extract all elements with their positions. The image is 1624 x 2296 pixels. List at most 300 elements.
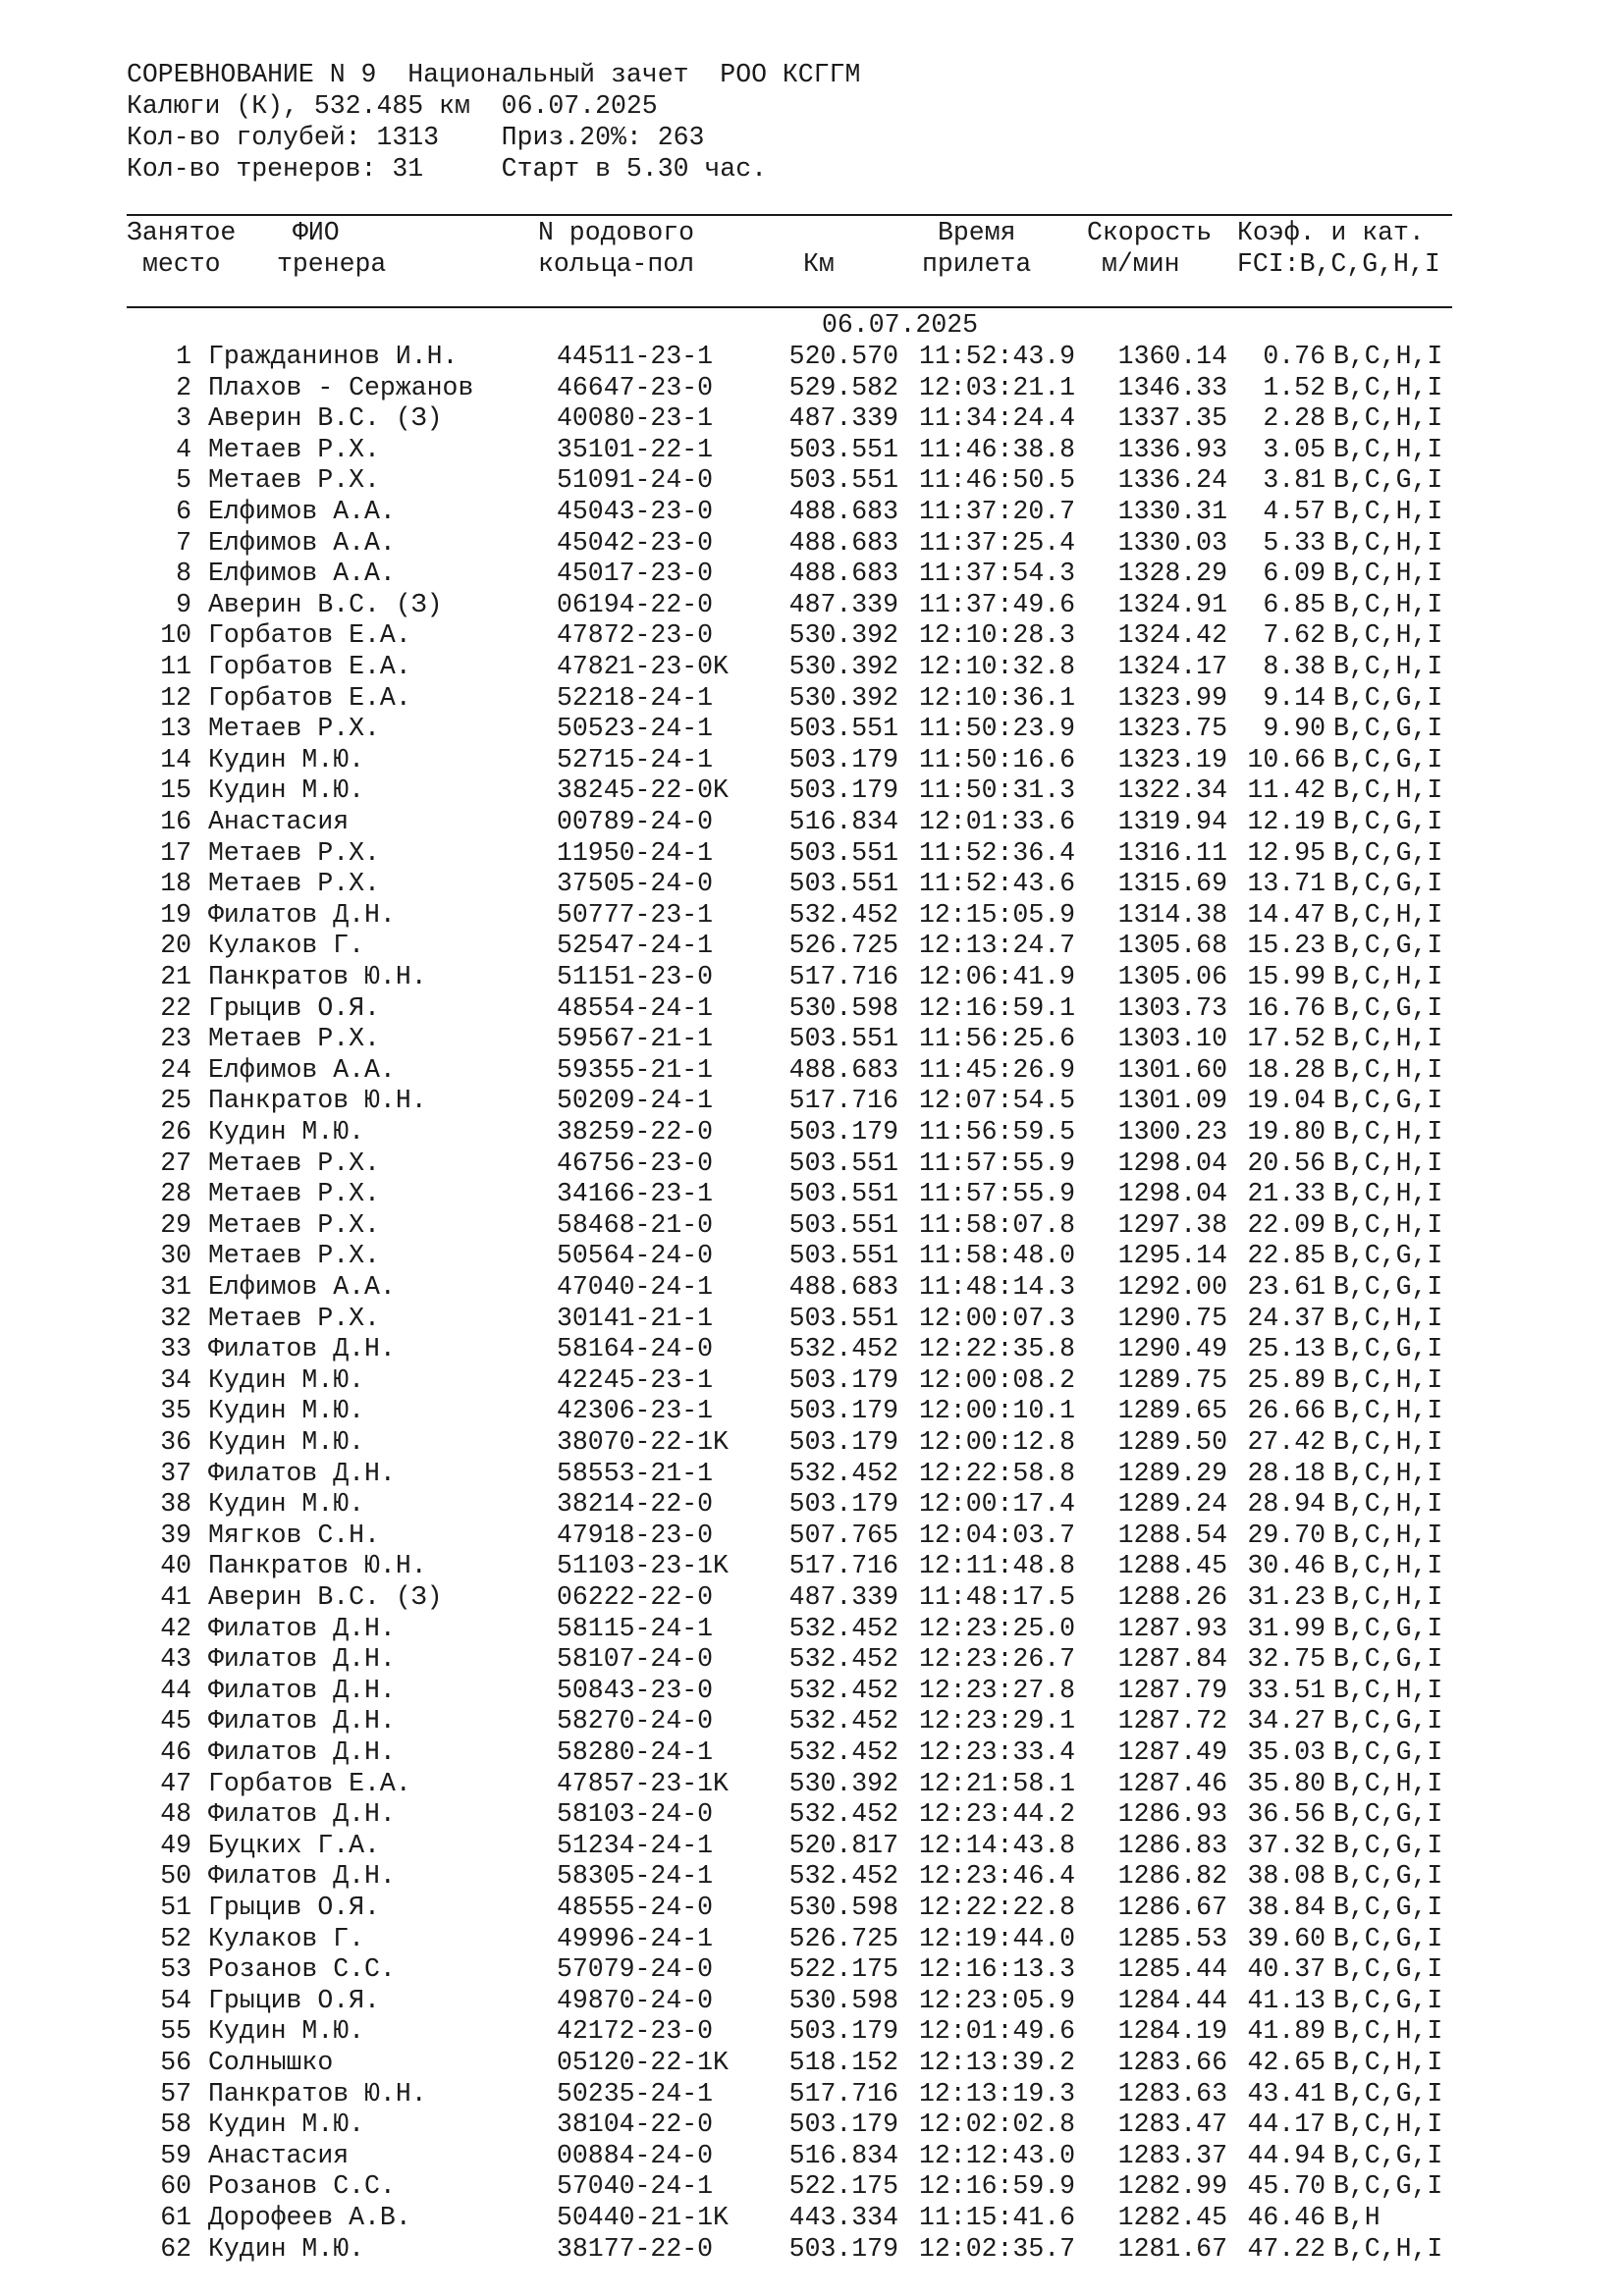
place-cell: 28 [160,1179,191,1209]
ring-cell: 38070-22-1K [557,1427,729,1457]
coef-cell: 9.14 [1263,682,1326,713]
place-cell: 38 [160,1489,191,1520]
coef-cell: 3.05 [1263,434,1326,464]
place-cell: 43 [160,1644,191,1675]
fci-category-cell: B,C,H,I [1333,1489,1443,1520]
place-cell: 61 [160,2203,191,2232]
coef-cell: 17.52 [1247,1024,1326,1054]
coef-cell: 31.23 [1247,1582,1326,1612]
coef-cell: 37.32 [1247,1830,1326,1860]
arrival-time-cell: 12:16:59.9 [919,2171,1076,2202]
km-cell: 503.179 [788,775,898,806]
trainer-cell: Аверин В.С. (З) [208,403,443,434]
arrival-time-cell: 12:00:07.3 [919,1303,1076,1333]
ring-cell: 57040-24-1 [557,2171,714,2202]
arrival-time-cell: 12:23:25.0 [919,1613,1076,1643]
km-cell: 526.725 [788,1923,898,1953]
arrival-time-cell: 12:00:12.8 [919,1427,1076,1457]
place-cell: 27 [160,1148,191,1178]
arrival-time-cell: 12:23:29.1 [919,1706,1076,1736]
km-cell: 503.179 [788,744,898,774]
speed-cell: 1288.26 [1117,1582,1227,1612]
place-cell: 45 [160,1706,191,1736]
arrival-time-cell: 11:56:59.5 [919,1117,1076,1147]
arrival-time-cell: 12:02:35.7 [919,2233,1076,2264]
coef-cell: 19.04 [1247,1086,1326,1116]
fci-category-cell: B,C,H,I [1333,372,1443,402]
place-cell: 11 [160,652,191,681]
trainer-cell: Метаев Р.Х. [208,434,380,464]
coef-cell: 46.46 [1247,2203,1326,2232]
speed-cell: 1289.50 [1117,1427,1227,1457]
km-cell: 532.452 [788,1458,898,1488]
coef-cell: 22.85 [1247,1241,1326,1271]
fci-category-cell: B,C,G,I [1333,1086,1443,1116]
fci-category-cell: B,C,G,I [1333,1861,1443,1892]
fci-category-cell: B,C,H,I [1333,775,1443,806]
trainer-cell: Кудин М.Ю. [208,2016,365,2047]
km-cell: 530.392 [788,1768,898,1798]
km-cell: 503.551 [788,837,898,868]
ring-cell: 50843-23-0 [557,1675,714,1705]
km-cell: 503.551 [788,434,898,464]
arrival-time-cell: 12:01:33.6 [919,807,1076,836]
coef-cell: 42.65 [1247,2048,1326,2077]
speed-cell: 1290.49 [1117,1334,1227,1364]
trainer-cell: Метаев Р.Х. [208,1241,380,1271]
place-cell: 35 [160,1396,191,1426]
speed-cell: 1328.29 [1117,559,1227,589]
trainer-cell: Елфимов А.А. [208,1054,396,1085]
ring-cell: 52715-24-1 [557,744,714,774]
trainer-cell: Грыцив О.Я. [208,1893,380,1922]
km-cell: 488.683 [788,1272,898,1302]
speed-cell: 1289.29 [1117,1458,1227,1488]
fci-category-cell: B,C,H,I [1333,434,1443,464]
fci-category-cell: B,C,H,I [1333,620,1443,651]
coef-cell: 6.85 [1263,589,1326,619]
speed-cell: 1360.14 [1117,342,1227,371]
ring-cell: 48554-24-1 [557,992,714,1023]
km-cell: 530.392 [788,620,898,651]
km-cell: 517.716 [788,2078,898,2109]
fci-category-cell: B,C,H,I [1333,1582,1443,1612]
ring-cell: 38214-22-0 [557,1489,714,1520]
place-cell: 51 [160,1893,191,1922]
arrival-time-cell: 11:58:07.8 [919,1209,1076,1240]
km-cell: 503.179 [788,1489,898,1520]
coef-cell: 27.42 [1247,1427,1326,1457]
fci-category-cell: B,C,G,I [1333,837,1443,868]
place-cell: 33 [160,1334,191,1364]
km-cell: 488.683 [788,527,898,558]
place-cell: 7 [176,527,191,558]
ring-cell: 50440-21-1K [557,2203,729,2232]
km-cell: 503.551 [788,1148,898,1178]
km-cell: 503.551 [788,1179,898,1209]
coef-cell: 12.19 [1247,807,1326,836]
fci-category-cell: B,C,H,I [1333,899,1443,930]
fci-category-cell: B,C,H,I [1333,1675,1443,1705]
arrival-time-cell: 11:52:43.6 [919,869,1076,899]
ring-cell: 38245-22-0K [557,775,729,806]
arrival-time-cell: 12:13:19.3 [919,2078,1076,2109]
ring-cell: 45042-23-0 [557,527,714,558]
coef-cell: 47.22 [1247,2233,1326,2264]
coef-cell: 10.66 [1247,744,1326,774]
fci-category-cell: B,C,H,I [1333,403,1443,434]
speed-cell: 1282.99 [1117,2171,1227,2202]
arrival-time-cell: 11:58:48.0 [919,1241,1076,1271]
arrival-time-cell: 12:06:41.9 [919,962,1076,991]
speed-cell: 1287.93 [1117,1613,1227,1643]
fci-category-cell: B,C,G,I [1333,807,1443,836]
coef-cell: 5.33 [1263,527,1326,558]
arrival-time-cell: 12:13:39.2 [919,2048,1076,2077]
ring-cell: 58280-24-1 [557,1737,714,1767]
speed-cell: 1336.93 [1117,434,1227,464]
fci-category-cell: B,C,G,I [1333,1954,1443,1985]
km-cell: 503.179 [788,2109,898,2140]
speed-cell: 1319.94 [1117,807,1227,836]
place-cell: 44 [160,1675,191,1705]
trainer-cell: Плахов - Сержанов [208,372,474,402]
place-cell: 32 [160,1303,191,1333]
speed-cell: 1287.79 [1117,1675,1227,1705]
coef-cell: 38.08 [1247,1861,1326,1892]
place-cell: 34 [160,1364,191,1395]
coef-cell: 29.70 [1247,1520,1326,1550]
ring-cell: 45017-23-0 [557,559,714,589]
coef-cell: 14.47 [1247,899,1326,930]
ring-cell: 47040-24-1 [557,1272,714,1302]
coef-cell: 20.56 [1247,1148,1326,1178]
speed-cell: 1322.34 [1117,775,1227,806]
arrival-time-cell: 11:57:55.9 [919,1179,1076,1209]
km-cell: 443.334 [788,2203,898,2232]
arrival-time-cell: 12:04:03.7 [919,1520,1076,1550]
ring-cell: 49870-24-0 [557,1985,714,2015]
fci-category-cell: B,C,H,I [1333,1303,1443,1333]
ring-cell: 58553-21-1 [557,1458,714,1488]
arrival-time-cell: 12:12:43.0 [919,2140,1076,2170]
km-cell: 503.551 [788,1241,898,1271]
arrival-time-cell: 12:02:02.8 [919,2109,1076,2140]
place-cell: 24 [160,1054,191,1085]
km-cell: 516.834 [788,807,898,836]
coef-cell: 1.52 [1263,372,1326,402]
coef-cell: 11.42 [1247,775,1326,806]
arrival-time-cell: 11:57:55.9 [919,1148,1076,1178]
ring-cell: 46756-23-0 [557,1148,714,1178]
fci-category-cell: B,C,H,I [1333,1364,1443,1395]
fci-category-cell: B,C,G,I [1333,992,1443,1023]
coef-cell: 35.03 [1247,1737,1326,1767]
trainer-cell: Кудин М.Ю. [208,775,365,806]
speed-cell: 1324.91 [1117,589,1227,619]
km-cell: 530.598 [788,992,898,1023]
speed-cell: 1290.75 [1117,1303,1227,1333]
speed-cell: 1283.66 [1117,2048,1227,2077]
place-cell: 8 [176,559,191,589]
fci-category-cell: B,C,H,I [1333,1024,1443,1054]
trainer-cell: Розанов С.С. [208,2171,396,2202]
trainer-cell: Елфимов А.А. [208,527,396,558]
km-cell: 532.452 [788,1613,898,1643]
speed-cell: 1301.60 [1117,1054,1227,1085]
ring-cell: 45043-23-0 [557,497,714,526]
trainer-cell: Кудин М.Ю. [208,2233,365,2264]
arrival-time-cell: 12:10:36.1 [919,682,1076,713]
arrival-time-cell: 11:46:38.8 [919,434,1076,464]
km-cell: 522.175 [788,2171,898,2202]
coef-cell: 28.18 [1247,1458,1326,1488]
coef-cell: 16.76 [1247,992,1326,1023]
km-cell: 522.175 [788,1954,898,1985]
km-cell: 503.551 [788,714,898,744]
place-cell: 17 [160,837,191,868]
arrival-time-cell: 12:00:08.2 [919,1364,1076,1395]
speed-cell: 1285.53 [1117,1923,1227,1953]
speed-cell: 1287.49 [1117,1737,1227,1767]
fci-category-cell: B,C,H,I [1333,342,1443,371]
arrival-time-cell: 11:56:25.6 [919,1024,1076,1054]
place-cell: 48 [160,1799,191,1830]
fci-category-cell: B,C,H,I [1333,1209,1443,1240]
speed-cell: 1323.75 [1117,714,1227,744]
speed-cell: 1346.33 [1117,372,1227,402]
place-cell: 53 [160,1954,191,1985]
ring-cell: 00884-24-0 [557,2140,714,2170]
place-cell: 31 [160,1272,191,1302]
coef-cell: 44.17 [1247,2109,1326,2140]
fci-category-cell: B,C,G,I [1333,1830,1443,1860]
km-cell: 520.570 [788,342,898,371]
trainer-cell: Кудин М.Ю. [208,1396,365,1426]
speed-cell: 1283.37 [1117,2140,1227,2170]
km-cell: 532.452 [788,1334,898,1364]
km-cell: 488.683 [788,559,898,589]
coef-cell: 6.09 [1263,559,1326,589]
place-cell: 23 [160,1024,191,1054]
coef-cell: 3.81 [1263,465,1326,496]
coef-cell: 39.60 [1247,1923,1326,1953]
ring-cell: 38104-22-0 [557,2109,714,2140]
fci-category-cell: B,C,G,I [1333,1706,1443,1736]
fci-category-cell: B,C,H,I [1333,1179,1443,1209]
fci-category-cell: B,C,H,I [1333,2109,1443,2140]
ring-cell: 58305-24-1 [557,1861,714,1892]
ring-cell: 50523-24-1 [557,714,714,744]
ring-cell: 52547-24-1 [557,931,714,961]
place-cell: 50 [160,1861,191,1892]
place-cell: 1 [176,342,191,371]
trainer-cell: Елфимов А.А. [208,497,396,526]
ring-cell: 49996-24-1 [557,1923,714,1953]
fci-category-cell: B,H [1333,2203,1380,2232]
speed-cell: 1282.45 [1117,2203,1227,2232]
arrival-time-cell: 12:15:05.9 [919,899,1076,930]
speed-cell: 1288.54 [1117,1520,1227,1550]
fci-category-cell: B,C,H,I [1333,497,1443,526]
place-cell: 21 [160,962,191,991]
trainer-cell: Филатов Д.Н. [208,1675,396,1705]
speed-cell: 1336.24 [1117,465,1227,496]
place-cell: 6 [176,497,191,526]
fci-category-cell: B,C,G,I [1333,2171,1443,2202]
km-cell: 503.179 [788,2016,898,2047]
km-cell: 503.551 [788,1024,898,1054]
coef-cell: 45.70 [1247,2171,1326,2202]
trainer-cell: Дорофеев А.В. [208,2203,411,2232]
place-cell: 16 [160,807,191,836]
place-cell: 55 [160,2016,191,2047]
arrival-time-cell: 12:00:10.1 [919,1396,1076,1426]
arrival-time-cell: 11:48:17.5 [919,1582,1076,1612]
km-cell: 532.452 [788,1706,898,1736]
coef-cell: 36.56 [1247,1799,1326,1830]
coef-cell: 32.75 [1247,1644,1326,1675]
arrival-time-cell: 12:14:43.8 [919,1830,1076,1860]
place-cell: 54 [160,1985,191,2015]
place-cell: 13 [160,714,191,744]
fci-category-cell: B,C,G,I [1333,931,1443,961]
coef-cell: 28.94 [1247,1489,1326,1520]
km-cell: 503.179 [788,2233,898,2264]
speed-cell: 1287.72 [1117,1706,1227,1736]
arrival-time-cell: 12:23:46.4 [919,1861,1076,1892]
trainer-cell: Метаев Р.Х. [208,1209,380,1240]
speed-cell: 1289.24 [1117,1489,1227,1520]
fci-category-cell: B,C,G,I [1333,714,1443,744]
trainer-cell: Филатов Д.Н. [208,1644,396,1675]
table-header-rule [127,306,1452,308]
trainer-cell: Елфимов А.А. [208,1272,396,1302]
ring-cell: 05120-22-1K [557,2048,729,2077]
fci-category-cell: B,C,G,I [1333,465,1443,496]
speed-cell: 1330.31 [1117,497,1227,526]
trainer-cell: Розанов С.С. [208,1954,396,1985]
speed-cell: 1284.19 [1117,2016,1227,2047]
arrival-time-cell: 12:03:21.1 [919,372,1076,402]
coef-cell: 4.57 [1263,497,1326,526]
ring-cell: 35101-22-1 [557,434,714,464]
km-cell: 530.392 [788,652,898,681]
trainer-cell: Метаев Р.Х. [208,1024,380,1054]
speed-cell: 1281.67 [1117,2233,1227,2264]
trainer-cell: Филатов Д.Н. [208,1613,396,1643]
fci-category-cell: B,C,G,I [1333,1334,1443,1364]
fci-category-cell: B,C,G,I [1333,682,1443,713]
speed-cell: 1295.14 [1117,1241,1227,1271]
fci-category-cell: B,C,G,I [1333,1613,1443,1643]
trainer-cell: Кулаков Г. [208,931,365,961]
speed-cell: 1314.38 [1117,899,1227,930]
km-cell: 503.179 [788,1427,898,1457]
ring-cell: 50235-24-1 [557,2078,714,2109]
trainer-cell: Солнышко [208,2048,334,2077]
speed-cell: 1286.93 [1117,1799,1227,1830]
arrival-time-cell: 12:10:28.3 [919,620,1076,651]
ring-cell: 47857-23-1K [557,1768,729,1798]
coef-cell: 9.90 [1263,714,1326,744]
coef-cell: 43.41 [1247,2078,1326,2109]
fci-category-cell: B,C,G,I [1333,1272,1443,1302]
ring-cell: 48555-24-0 [557,1893,714,1922]
ring-cell: 50564-24-0 [557,1241,714,1271]
table-top-rule [127,214,1452,216]
ring-cell: 11950-24-1 [557,837,714,868]
arrival-time-cell: 11:50:16.6 [919,744,1076,774]
speed-cell: 1323.99 [1117,682,1227,713]
place-cell: 9 [176,589,191,619]
km-cell: 532.452 [788,1675,898,1705]
fci-category-cell: B,C,H,I [1333,1520,1443,1550]
trainer-cell: Буцких Г.А. [208,1830,380,1860]
coef-cell: 44.94 [1247,2140,1326,2170]
place-cell: 58 [160,2109,191,2140]
coef-cell: 18.28 [1247,1054,1326,1085]
fci-category-cell: B,C,H,I [1333,2048,1443,2077]
ring-cell: 50209-24-1 [557,1086,714,1116]
ring-cell: 42306-23-1 [557,1396,714,1426]
speed-cell: 1324.17 [1117,652,1227,681]
place-cell: 26 [160,1117,191,1147]
speed-cell: 1287.46 [1117,1768,1227,1798]
coef-cell: 31.99 [1247,1613,1326,1643]
fci-category-cell: B,C,G,I [1333,1644,1443,1675]
speed-cell: 1315.69 [1117,869,1227,899]
fci-category-cell: B,C,G,I [1333,1893,1443,1922]
fci-category-cell: B,C,G,I [1333,2140,1443,2170]
coef-cell: 24.37 [1247,1303,1326,1333]
speed-cell: 1292.00 [1117,1272,1227,1302]
fci-category-cell: B,C,H,I [1333,652,1443,681]
speed-cell: 1330.03 [1117,527,1227,558]
trainer-cell: Филатов Д.Н. [208,1737,396,1767]
coef-cell: 33.51 [1247,1675,1326,1705]
ring-cell: 38177-22-0 [557,2233,714,2264]
ring-cell: 57079-24-0 [557,1954,714,1985]
ring-cell: 00789-24-0 [557,807,714,836]
speed-cell: 1300.23 [1117,1117,1227,1147]
arrival-time-cell: 11:50:31.3 [919,775,1076,806]
place-cell: 36 [160,1427,191,1457]
place-cell: 37 [160,1458,191,1488]
fci-category-cell: B,C,G,I [1333,2078,1443,2109]
ring-cell: 58270-24-0 [557,1706,714,1736]
trainer-cell: Аверин В.С. (З) [208,589,443,619]
arrival-time-cell: 12:23:05.9 [919,1985,1076,2015]
fci-category-cell: B,C,H,I [1333,1427,1443,1457]
trainer-cell: Кулаков Г. [208,1923,365,1953]
trainer-cell: Метаев Р.Х. [208,1148,380,1178]
km-cell: 532.452 [788,899,898,930]
place-cell: 40 [160,1551,191,1581]
coef-cell: 12.95 [1247,837,1326,868]
trainer-cell: Елфимов А.А. [208,559,396,589]
place-cell: 60 [160,2171,191,2202]
speed-cell: 1298.04 [1117,1179,1227,1209]
ring-cell: 59355-21-1 [557,1054,714,1085]
km-cell: 532.452 [788,1861,898,1892]
speed-cell: 1316.11 [1117,837,1227,868]
coef-cell: 0.76 [1263,342,1326,371]
trainer-cell: Метаев Р.Х. [208,837,380,868]
coef-cell: 7.62 [1263,620,1326,651]
place-cell: 30 [160,1241,191,1271]
speed-cell: 1283.47 [1117,2109,1227,2140]
